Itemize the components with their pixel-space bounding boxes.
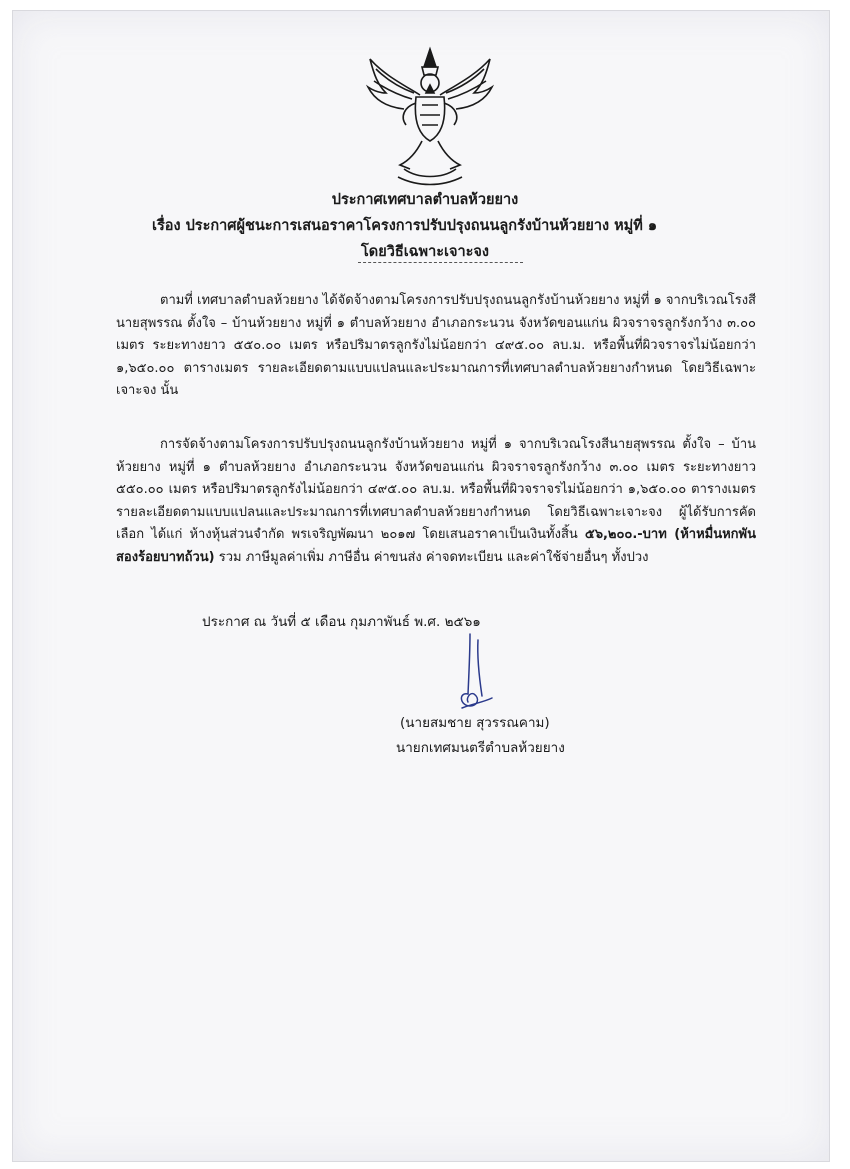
signer-name: (นายสมชาย สุวรรณคาม) bbox=[400, 715, 550, 731]
announcement-title: ประกาศเทศบาลตำบลห้วยยาง bbox=[331, 192, 519, 208]
handwritten-signature-icon bbox=[448, 632, 504, 716]
title-divider bbox=[358, 262, 523, 263]
signer-title: นายกเทศมนตรีตำบลห้วยยาง bbox=[396, 740, 565, 756]
paragraph-award bbox=[116, 434, 756, 570]
award-amount: ๕๖,๒๐๐.-บาท (ห้าหมื่นหกพันสองร้อยบาทถ้วน) bbox=[116, 527, 756, 565]
award-text-tail: รวม ภาษีมูลค่าเพิ่ม ภาษีอื่น ค่าขนส่ง ค่าจดทะเบียน และค่าใช้จ่ายอื่นๆ ทั้งปวง bbox=[214, 549, 649, 565]
announcement-date: ประกาศ ณ วันที่ ๕ เดือน กุมภาพันธ์ พ.ศ. ๒๕๖๑ bbox=[202, 614, 481, 630]
announcement-method: โดยวิธีเฉพาะเจาะจง bbox=[361, 244, 489, 260]
paragraph-background: ตามที่ เทศบาลตำบลห้วยยาง ได้จัดจ้างตามโครงการปรับปรุงถนนลูกรังบ้านห้วยยาง หมู่ที่ ๑ จากบริเวณโรงสีนายสุพรรณ ตั้งใจ – บ้านห้วยยาง หมู่ที่ ๑ ตำบลห้วยยาง อำเภอกระนวน จังหวัดขอนแก่น ผิวจราจรลูกรังกว้าง ๓.๐๐ เมตร ระยะทางยาว ๕๕๐.๐๐ เมตร หรือปริมาตรลูกรังไม่น้อยกว่า ๔๙๕.๐๐ ลบ.ม. หรือพื้นที่ผิวจราจรไม่น้อยกว่า ๑,๖๕๐.๐๐ ตารางเมตร รายละเอียดตามแบบแปลนและประมาณการที่เทศบาลตำบลห้วยยางกำหนด โดยวิธีเฉพาะเจาะจง นั้น bbox=[116, 293, 756, 399]
award-text-intro: การจัดจ้างตามโครงการปรับปรุงถนนลูกรังบ้านห้วยยาง หมู่ที่ ๑ จากบริเวณโรงสีนายสุพรรณ ตั้งใจ – บ้านห้วยยาง หมู่ที่ ๑ ตำบลห้วยยาง อำเภอกระนวน จังหวัดขอนแก่น ผิวจราจรลูกรังกว้าง ๓.๐๐ เมตร ระยะทางยาว ๕๕๐.๐๐ เมตร หรือปริมาตรลูกรังไม่น้อยกว่า ๔๙๕.๐๐ ลบ.ม. หรือพื้นที่ผิวจราจรไม่น้อยกว่า ๑,๖๕๐.๐๐ ตารางเมตร รายละเอียดตามแบบแปลนและประมาณการที่เทศบาลตำบลห้วยยางกำหนด โดยวิธีเฉพาะเจาะจง ผู้ได้รับการคัดเลือก ได้แก่ ห้างหุ้นส่วนจำกัด พรเจริญพัฒนา ๒๐๑๗ โดยเสนอราคาเป็นเงินทั้งสิ้น bbox=[116, 437, 756, 543]
garuda-emblem-icon bbox=[364, 45, 496, 187]
announcement-subject: เรื่อง ประกาศผู้ชนะการเสนอราคาโครงการปรับปรุงถนนลูกรังบ้านห้วยยาง หมู่ที่ ๑ bbox=[152, 218, 658, 234]
